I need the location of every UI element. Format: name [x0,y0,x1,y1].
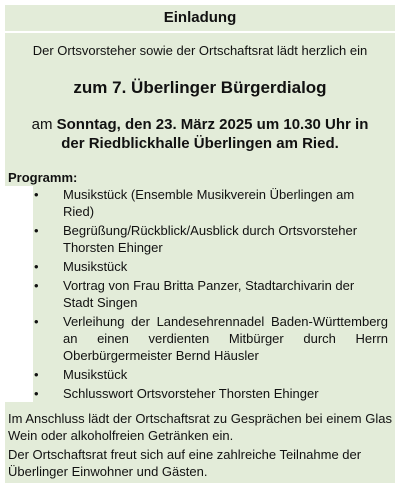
program-item-text: Begrüßung/Rückblick/Ausblick durch Ortsvorsteher Thorsten Ehinger [63,223,358,255]
bullet-icon: • [34,386,39,401]
program-item-text: Verleihung der Landesehrennadel Baden-Württemberg an einen verdienten Mitbürger durch Herrn Oberbürgermeister Bernd Häusler [63,314,388,363]
bullet-icon: • [34,259,39,274]
date-prefix: am [31,116,53,133]
program-item [0,313,388,364]
program-item-text: Musikstück [63,367,128,382]
intro-text: Der Ortsvorsteher sowie der Ortschaftsrat lädt herzlich ein [32,43,368,58]
program-item [0,385,388,402]
bullet-icon: • [34,314,39,329]
program-item-text: Vortrag von Frau Britta Panzer, Stadtarchivarin der Stadt Singen [63,278,355,310]
program-item-text: Musikstück (Ensemble Musikverein Überlingen am Ried) [63,187,355,219]
program-item-text: Schlusswort Ortsvorsteher Thorsten Ehinger [63,386,319,401]
invitation-title: Einladung [163,9,237,26]
program-item-text: Musikstück [63,259,128,274]
bullet-icon: • [34,223,39,238]
bullet-icon: • [34,278,39,293]
program-item [0,366,388,383]
program-list [0,186,400,404]
bullet-icon: • [34,187,39,202]
event-location: der Riedblickhalle Überlingen am Ried. [61,135,339,152]
closing-paragraph: Im Anschluss lädt der Ortschaftsrat zu Gesprächen bei einem Glas Wein oder alkoholfreien Getränken ein. [8,411,392,443]
event-headline: zum 7. Überlinger Bürgerdialog [73,78,327,97]
event-date [5,116,395,133]
program-item [0,186,388,220]
bullet-icon: • [34,367,39,382]
program-heading: Programm: [8,170,78,185]
program-item [0,258,388,275]
program-item [0,277,388,311]
closing-thanks: Der Ortschaftsrat freut sich auf eine zahlreiche Teilnahme der Überlinger Einwohner und Gästen. [8,447,362,479]
date-time: Sonntag, den 23. März 2025 um 10.30 Uhr in [56,116,369,133]
program-item [0,222,388,256]
